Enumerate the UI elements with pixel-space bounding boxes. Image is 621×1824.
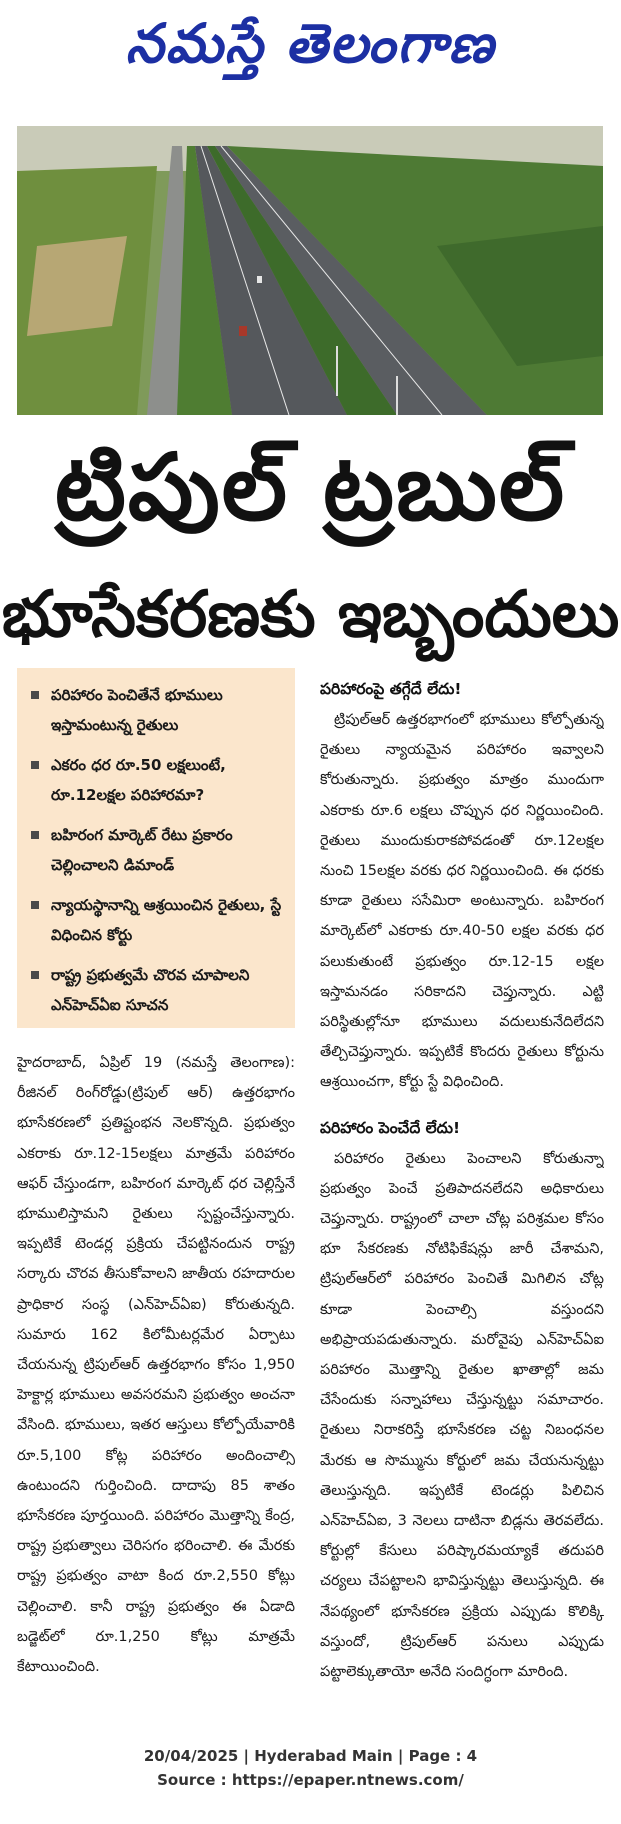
highlight-item <box>29 890 285 950</box>
page-footer <box>0 1744 621 1800</box>
highlight-text: న్యాయస్థానాన్ని ఆశ్రయించిన రైతులు, స్టే విధించిన కోర్టు <box>51 896 282 944</box>
highlight-item <box>29 680 285 740</box>
edition-info: 20/04/2025 | Hyderabad Main | Page : 4 <box>143 1747 478 1765</box>
article-body-right <box>320 673 604 1718</box>
bullet-icon <box>31 761 39 769</box>
highway-aerial-photo <box>17 126 603 415</box>
section-heading: పరిహారంపై తగ్గేదే లేదు! <box>320 680 462 698</box>
bullet-icon <box>31 971 39 979</box>
bullet-icon <box>31 831 39 839</box>
bullet-icon <box>31 691 39 699</box>
subheadline: భూసేకరణకు ఇబ్బందులు <box>1 578 620 652</box>
newspaper-title: నమస్తే తెలంగాణ <box>125 11 496 75</box>
highlight-text: పరిహారం పెంచితేనే భూములు ఇస్తామంటున్న రైతులు <box>51 686 223 734</box>
section-body: ట్రిపుల్‌ఆర్ ఉత్తరభాగంలో భూములు కోల్పోతున్న రైతులు న్యాయమైన పరిహారం ఇవ్వాలని కోరుతున్నారు. ప్రభుత్వం మాత్రం ముందుగా ఎకరాకు రూ.6 లక్షలు చొప్పున ధర నిర్ణయించింది. రైతులు ముందుకురాకపోవడంతో రూ.12లక్షల నుంచి 15లక్షల వరకు ధర నిర్ణయించింది. ఈ ధరకు కూడా రైతులు ససేమిరా అంటున్నారు. బహిరంగ మార్కెట్‌లో ఎకరాకు రూ.40-50 లక్షల వరకు ధర పలుకుతుంటే ప్రభుత్వం రూ.12-15 లక్షల ఇస్తామనడం సరికాదని చెప్తున్నారు. ఎట్టి పరిస్థితుల్లోనూ భూములు వదులుకునేదిలేదని తేల్చిచెప్తున్నారు. ఇప్పటికే కొందరు రైతులు కోర్టును ఆశ్రయించగా, కోర్టు స్టే విధించింది. <box>320 712 604 1091</box>
section-heading: పరిహారం పెంచేదే లేదు! <box>320 1118 461 1137</box>
headline: ట్రిపుల్ ట్రబుల్ <box>54 434 567 541</box>
highlight-item <box>29 750 285 810</box>
source-link[interactable]: Source : https://epaper.ntnews.com/ <box>157 1771 464 1789</box>
highlight-text: బహిరంగ మార్కెట్ రేటు ప్రకారం చెల్లించాలని డిమాండ్ <box>51 826 233 874</box>
highlight-text: ఎకరం ధర రూ.50 లక్షలుంటే, రూ.12లక్షల పరిహారమా? <box>51 756 226 804</box>
highlights-box <box>17 668 295 1028</box>
highlight-item <box>29 820 285 880</box>
article-body-left: హైదరాబాద్, ఏప్రిల్ 19 (నమస్తే తెలంగాణ): రీజినల్ రింగ్‌రోడ్డు(ట్రిపుల్ ఆర్) ఉత్తరభాగం భూసేకరణలో ప్రతిష్టంభన నెలకొన్నది. ప్రభుత్వం ఎకరాకు రూ.12-15లక్షలు మాత్రమే పరిహారం ఆఫర్ చేస్తుండగా, బహిరంగ మార్కెట్ ధర చెల్లిస్తేనే భూములిస్తామని రైతులు స్పష్టంచేస్తున్నారు. ఇప్పటికే టెండర్ల ప్రక్రియ చేపట్టినందున రాష్ట్ర సర్కారు చొరవ తీసుకోవాలని జాతీయ రహదారుల ప్రాధికార సంస్థ (ఎన్‌హెచ్‌ఏఐ) కోరుతున్నది. సుమారు 162 కిలోమీటర్లమేర ఏర్పాటు చేయనున్న ట్రిపుల్‌ఆర్ ఉత్తరభాగం కోసం 1,950 హెక్టార్ల భూములు అవసరమని ప్రభుత్వం అంచనా వేసింది. భూములు, ఇతర ఆస్తులు కోల్పోయేవారికి రూ.5,100 కోట్ల పరిహారం అందించాల్సి ఉంటుందని గుర్తించింది. దాదాపు 85 శాతం భూసేకరణ పూర్తయింది. పరిహారం మొత్తాన్ని కేంద్ర, రాష్ట్ర ప్రభుత్వాలు చెరిసగం భరించాలి. ఈ మేరకు రాష్ట్ర ప్రభుత్వం వాటా కింద రూ.2,550 కోట్లు చెల్లించాలి. కానీ రాష్ట్ర ప్రభుత్వం ఈ ఏడాది బడ్జెట్‌లో రూ.1,250 కోట్లు మాత్రమే కేటాయించింది. <box>17 1055 295 1676</box>
bullet-icon <box>31 901 39 909</box>
highlight-item <box>29 960 285 1020</box>
section-body: పరిహారం రైతులు పెంచాలని కోరుతున్నా ప్రభుత్వం పెంచే ప్రతిపాదనలేదని అధికారులు చెప్తున్నారు. రాష్ట్రంలో చాలా చోట్ల పరిశ్రమల కోసం భూ సేకరణకు నోటిఫికేషన్లు జారీ చేశామని, ట్రిపుల్‌ఆర్‌లో పరిహారం పెంచితే మిగిలిన చోట్ల కూడా పెంచాల్సి వస్తుందని అభిప్రాయపడుతున్నారు. మరోవైపు ఎన్‌హెచ్‌ఏఐ పరిహారం మొత్తాన్ని రైతుల ఖాతాల్లో జమ చేసేందుకు సన్నాహాలు చేస్తున్నట్టు సమాచారం. రైతులు నిరాకరిస్తే భూసేకరణ చట్ట నిబంధనల మేరకు ఆ సొమ్మును కోర్టులో జమ చేయనున్నట్టు తెలుస్తున్నది. ఇప్పటికే టెండర్లు పిలిచిన ఎన్‌హెచ్‌ఏఐ, 3 నెలలు దాటినా బిడ్లను తెరవలేదు. కోర్టుల్లో కేసులు పరిష్కారమయ్యాకే తదుపరి చర్యలు చేపట్టాలని భావిస్తున్నట్టు తెలుస్తున్నది. ఈ నేపథ్యంలో భూసేకరణ ప్రక్రియ ఎప్పుడు కొలిక్కి వస్తుందో, ట్రిపుల్‌ఆర్ పనులు ఎప్పుడు పట్టాలెక్కుతాయో అనేది సందిగ్ధంగా మారింది. <box>320 1150 604 1681</box>
highlight-text: రాష్ట్ర ప్రభుత్వమే చొరవ చూపాలని ఎన్‌హెచ్‌ఏఐ సూచన <box>51 966 250 1014</box>
masthead <box>0 0 621 100</box>
